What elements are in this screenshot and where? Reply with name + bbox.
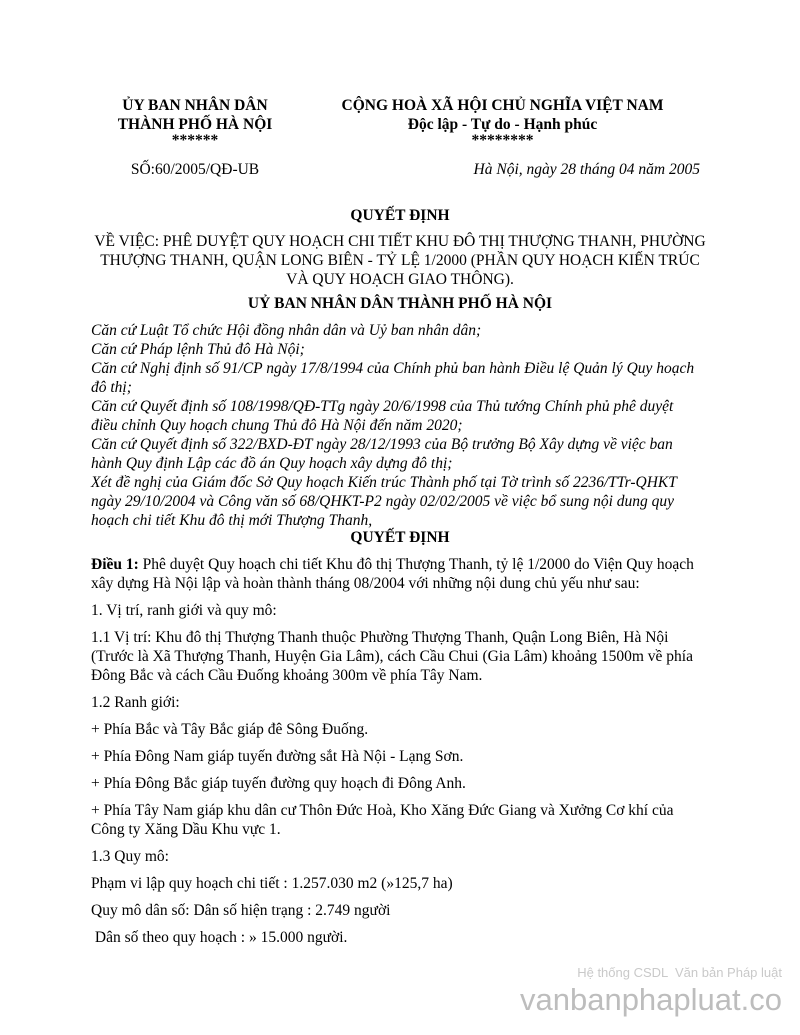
body-paragraph: + Phía Tây Nam giáp khu dân cư Thôn Đức Hoà, Kho Xăng Đức Giang và Xưởng Cơ khí của Công ty Xăng Dầu Khu vực 1. <box>91 802 674 838</box>
legal-basis-item: Căn cứ Nghị định số 91/CP ngày 17/8/1994 của Chính phủ ban hành Điều lệ Quản lý Quy hoạch đô thị; <box>91 360 695 396</box>
national-motto-block <box>305 96 700 148</box>
decision-body <box>91 555 703 955</box>
body-paragraph: 1.3 Quy mô: <box>91 848 169 865</box>
watermark <box>520 965 782 1019</box>
body-paragraph: Dân số theo quy hoạch : » 15.000 người. <box>91 929 348 946</box>
legal-bases <box>91 321 701 530</box>
body-paragraph: 1.2 Ranh giới: <box>91 694 180 711</box>
body-paragraph: Quy mô dân số: Dân số hiện trạng : 2.749 người <box>91 902 391 919</box>
national-title: CỘNG HOÀ XÃ HỘI CHỦ NGHĨA VIỆT NAM <box>341 97 664 114</box>
document-subject: VỀ VIỆC: PHÊ DUYỆT QUY HOẠCH CHI TIẾT KHU ĐÔ THỊ THƯỢNG THANH, PHƯỜNG THƯỢNG THANH, QUẬN LONG BIÊN - TỶ LỆ 1/2000 (PHẦN QUY HOẠCH KIẾN TRÚC VÀ QUY HOẠCH GIAO THÔNG). <box>94 233 706 288</box>
document-date: Hà Nội, ngày 28 tháng 04 năm 2005 <box>473 161 700 178</box>
body-paragraph: + Phía Bắc và Tây Bắc giáp đê Sông Đuống. <box>91 721 369 738</box>
article-1-text: Phê duyệt Quy hoạch chi tiết Khu đô thị Thượng Thanh, tỷ lệ 1/2000 do Viện Quy hoạch xây dựng Hà Nội lập và hoàn thành tháng 08/2004 với những nội dung chủ yếu như sau: <box>91 556 694 592</box>
watermark-line2: vanbanphapluat.co <box>519 982 782 1017</box>
body-paragraph: + Phía Đông Nam giáp tuyến đường sắt Hà Nội - Lạng Sơn. <box>91 748 464 765</box>
body-paragraph: 1. Vị trí, ranh giới và quy mô: <box>91 602 277 619</box>
decision-heading: QUYẾT ĐỊNH <box>350 529 450 546</box>
motto-stars: ******** <box>471 132 534 149</box>
legal-basis-item: Căn cứ Quyết định số 322/BXD-ĐT ngày 28/12/1993 của Bộ trưởng Bộ Xây dựng về việc ban hành Quy định Lập các đồ án Quy hoạch xây dựng đô thị; <box>91 436 673 472</box>
issuer-line2: THÀNH PHỐ HÀ NỘI <box>117 116 273 133</box>
article-1 <box>91 555 703 593</box>
issuing-authority: UỶ BAN NHÂN DÂN THÀNH PHỐ HÀ NỘI <box>247 295 553 312</box>
national-motto: Độc lập - Tự do - Hạnh phúc <box>407 116 598 133</box>
article-1-label: Điều 1: <box>91 556 139 573</box>
body-paragraph: 1.1 Vị trí: Khu đô thị Thượng Thanh thuộc Phường Thượng Thanh, Quận Long Biên, Hà Nội (Trước là Xã Thượng Thanh, Huyện Gia Lâm), cách Cầu Chui (Gia Lâm) khoảng 1500m về phía Đông Bắc và cách Cầu Đuống khoảng 300m về phía Tây Nam. <box>91 629 693 684</box>
issuer-stars: ****** <box>171 132 219 149</box>
document-number: SỐ:60/2005/QĐ-UB <box>130 161 260 178</box>
watermark-line1: Hệ thống CSDL Văn bản Pháp luật <box>577 965 782 980</box>
issuer-block <box>95 96 295 148</box>
body-paragraph: + Phía Đông Bắc giáp tuyến đường quy hoạch đi Đông Anh. <box>91 775 466 792</box>
body-paragraph: Phạm vi lập quy hoạch chi tiết : 1.257.030 m2 (»125,7 ha) <box>91 875 453 892</box>
legal-basis-item: Căn cứ Quyết định số 108/1998/QĐ-TTg ngày 20/6/1998 của Thủ tướng Chính phủ phê duyệt điều chỉnh Quy hoạch chung Thủ đô Hà Nội đến năm 2020; <box>91 398 674 434</box>
legal-basis-item: Căn cứ Luật Tổ chức Hội đồng nhân dân và Uỷ ban nhân dân; <box>91 322 482 339</box>
legal-basis-item: Căn cứ Pháp lệnh Thủ đô Hà Nội; <box>91 341 305 358</box>
issuer-line1: ỦY BAN NHÂN DÂN <box>122 97 268 114</box>
legal-basis-item: Xét đề nghị của Giám đốc Sở Quy hoạch Kiến trúc Thành phố tại Tờ trình số 2236/TTr-QHKT ngày 29/10/2004 và Công văn số 68/QHKT-P2 ngày 02/02/2005 về việc bổ sung nội dung quy hoạch chi tiết Khu đô thị mới Thượng Thanh, <box>91 474 677 529</box>
document-title: QUYẾT ĐỊNH <box>350 207 450 224</box>
